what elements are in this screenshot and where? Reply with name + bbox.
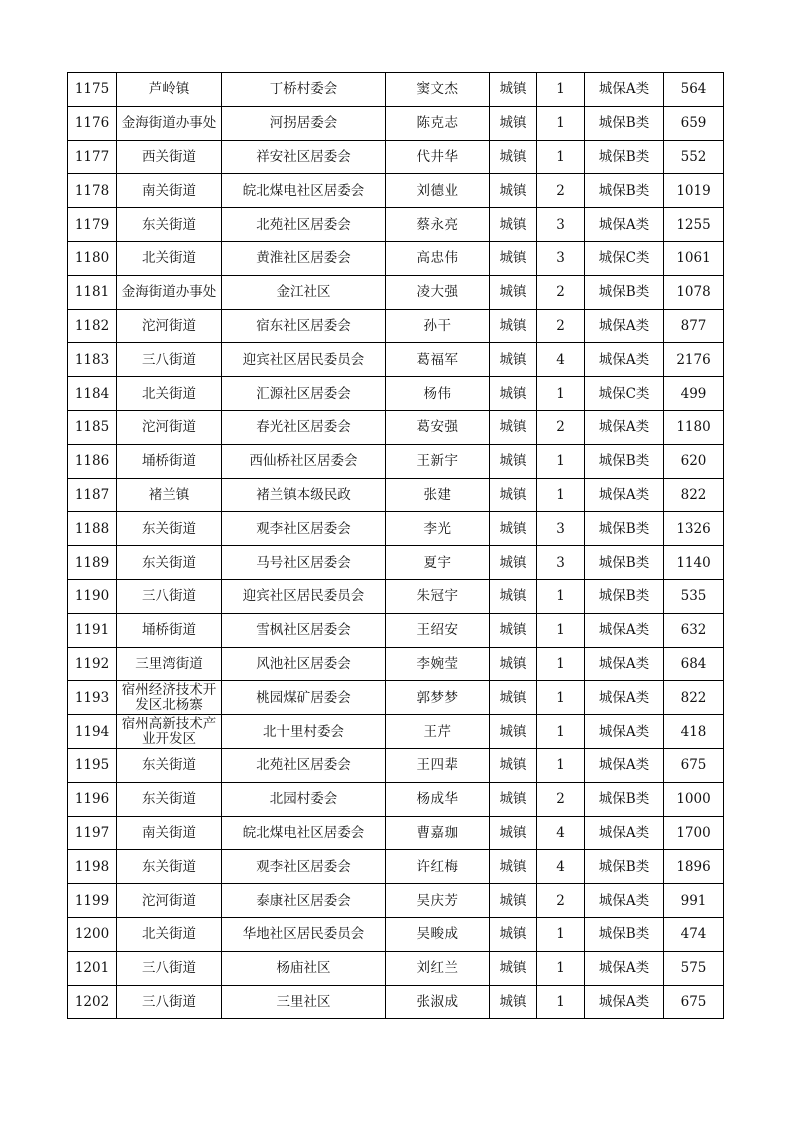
- person-name-cell: 王绍安: [386, 613, 490, 647]
- amount-cell: 1326: [664, 512, 724, 546]
- table-row: [68, 782, 724, 816]
- table-row: [68, 410, 724, 444]
- person-name-cell: 李婉莹: [386, 647, 490, 681]
- amount-cell: 1000: [664, 782, 724, 816]
- area-type-cell: 城镇: [490, 208, 537, 242]
- category-cell: 城保B类: [585, 140, 664, 174]
- person-name-cell: 凌大强: [386, 275, 490, 309]
- street-cell: 沱河街道: [117, 309, 222, 343]
- household-count-cell: 2: [537, 884, 585, 918]
- household-count-cell: 3: [537, 546, 585, 580]
- household-count-cell: 3: [537, 208, 585, 242]
- street-cell: 南关街道: [117, 174, 222, 208]
- serial-number-cell: 1183: [68, 343, 117, 377]
- community-cell: 褚兰镇本级民政: [222, 478, 386, 512]
- person-name-cell: 王芹: [386, 715, 490, 749]
- person-name-cell: 郭梦梦: [386, 681, 490, 715]
- amount-cell: 822: [664, 681, 724, 715]
- table-row: [68, 275, 724, 309]
- person-name-cell: 许红梅: [386, 850, 490, 884]
- household-count-cell: 1: [537, 106, 585, 140]
- serial-number-cell: 1196: [68, 782, 117, 816]
- amount-cell: 575: [664, 951, 724, 985]
- records-table-body: [68, 73, 724, 1019]
- table-row: [68, 444, 724, 478]
- person-name-cell: 窦文杰: [386, 73, 490, 107]
- table-row: [68, 951, 724, 985]
- amount-cell: 632: [664, 613, 724, 647]
- category-cell: 城保A类: [585, 884, 664, 918]
- area-type-cell: 城镇: [490, 275, 537, 309]
- community-cell: 丁桥村委会: [222, 73, 386, 107]
- category-cell: 城保B类: [585, 917, 664, 951]
- table-row: [68, 681, 724, 715]
- table-row: [68, 377, 724, 411]
- household-count-cell: 4: [537, 343, 585, 377]
- category-cell: 城保C类: [585, 241, 664, 275]
- table-row: [68, 140, 724, 174]
- area-type-cell: 城镇: [490, 241, 537, 275]
- street-cell: 北关街道: [117, 241, 222, 275]
- community-cell: 迎宾社区居民委员会: [222, 343, 386, 377]
- street-cell: 东关街道: [117, 782, 222, 816]
- household-count-cell: 4: [537, 850, 585, 884]
- table-row: [68, 917, 724, 951]
- person-name-cell: 朱冠宇: [386, 579, 490, 613]
- table-row: [68, 715, 724, 749]
- category-cell: 城保B类: [585, 106, 664, 140]
- household-count-cell: 1: [537, 985, 585, 1019]
- category-cell: 城保A类: [585, 613, 664, 647]
- amount-cell: 659: [664, 106, 724, 140]
- area-type-cell: 城镇: [490, 73, 537, 107]
- table-row: [68, 546, 724, 580]
- category-cell: 城保A类: [585, 410, 664, 444]
- person-name-cell: 吴畯成: [386, 917, 490, 951]
- amount-cell: 1896: [664, 850, 724, 884]
- area-type-cell: 城镇: [490, 343, 537, 377]
- serial-number-cell: 1175: [68, 73, 117, 107]
- amount-cell: 418: [664, 715, 724, 749]
- serial-number-cell: 1182: [68, 309, 117, 343]
- person-name-cell: 张淑成: [386, 985, 490, 1019]
- table-row: [68, 512, 724, 546]
- category-cell: 城保B类: [585, 782, 664, 816]
- person-name-cell: 杨伟: [386, 377, 490, 411]
- household-count-cell: 2: [537, 275, 585, 309]
- area-type-cell: 城镇: [490, 613, 537, 647]
- table-row: [68, 647, 724, 681]
- person-name-cell: 孙干: [386, 309, 490, 343]
- table-row: [68, 579, 724, 613]
- community-cell: 皖北煤电社区居委会: [222, 816, 386, 850]
- amount-cell: 620: [664, 444, 724, 478]
- street-cell: 褚兰镇: [117, 478, 222, 512]
- area-type-cell: 城镇: [490, 546, 537, 580]
- household-count-cell: 1: [537, 748, 585, 782]
- street-cell: 南关街道: [117, 816, 222, 850]
- table-row: [68, 613, 724, 647]
- street-cell: 芦岭镇: [117, 73, 222, 107]
- table-row: [68, 73, 724, 107]
- household-count-cell: 2: [537, 309, 585, 343]
- serial-number-cell: 1188: [68, 512, 117, 546]
- category-cell: 城保A类: [585, 343, 664, 377]
- community-cell: 桃园煤矿居委会: [222, 681, 386, 715]
- table-row: [68, 850, 724, 884]
- category-cell: 城保B类: [585, 512, 664, 546]
- community-cell: 马号社区居委会: [222, 546, 386, 580]
- category-cell: 城保B类: [585, 275, 664, 309]
- amount-cell: 535: [664, 579, 724, 613]
- area-type-cell: 城镇: [490, 850, 537, 884]
- community-cell: 春光社区居委会: [222, 410, 386, 444]
- amount-cell: 474: [664, 917, 724, 951]
- category-cell: 城保A类: [585, 715, 664, 749]
- serial-number-cell: 1178: [68, 174, 117, 208]
- street-cell: 东关街道: [117, 512, 222, 546]
- serial-number-cell: 1179: [68, 208, 117, 242]
- street-cell: 东关街道: [117, 850, 222, 884]
- street-cell: 埇桥街道: [117, 613, 222, 647]
- table-row: [68, 309, 724, 343]
- area-type-cell: 城镇: [490, 512, 537, 546]
- serial-number-cell: 1181: [68, 275, 117, 309]
- amount-cell: 1078: [664, 275, 724, 309]
- household-count-cell: 1: [537, 647, 585, 681]
- area-type-cell: 城镇: [490, 985, 537, 1019]
- table-row: [68, 478, 724, 512]
- serial-number-cell: 1177: [68, 140, 117, 174]
- person-name-cell: 蔡永亮: [386, 208, 490, 242]
- category-cell: 城保A类: [585, 816, 664, 850]
- street-cell: 东关街道: [117, 546, 222, 580]
- community-cell: 北十里村委会: [222, 715, 386, 749]
- amount-cell: 684: [664, 647, 724, 681]
- street-cell: 三八街道: [117, 985, 222, 1019]
- category-cell: 城保A类: [585, 748, 664, 782]
- community-cell: 风池社区居委会: [222, 647, 386, 681]
- community-cell: 北苑社区居委会: [222, 748, 386, 782]
- serial-number-cell: 1191: [68, 613, 117, 647]
- area-type-cell: 城镇: [490, 106, 537, 140]
- household-count-cell: 2: [537, 782, 585, 816]
- area-type-cell: 城镇: [490, 174, 537, 208]
- community-cell: 北园村委会: [222, 782, 386, 816]
- person-name-cell: 曹嘉珈: [386, 816, 490, 850]
- street-cell: 西关街道: [117, 140, 222, 174]
- amount-cell: 499: [664, 377, 724, 411]
- category-cell: 城保A类: [585, 478, 664, 512]
- street-cell: 宿州经济技术开发区北杨寨: [117, 681, 222, 715]
- serial-number-cell: 1198: [68, 850, 117, 884]
- table-row: [68, 241, 724, 275]
- category-cell: 城保A类: [585, 681, 664, 715]
- area-type-cell: 城镇: [490, 140, 537, 174]
- amount-cell: 1255: [664, 208, 724, 242]
- serial-number-cell: 1199: [68, 884, 117, 918]
- amount-cell: 1019: [664, 174, 724, 208]
- amount-cell: 675: [664, 748, 724, 782]
- serial-number-cell: 1197: [68, 816, 117, 850]
- community-cell: 宿东社区居委会: [222, 309, 386, 343]
- street-cell: 沱河街道: [117, 884, 222, 918]
- category-cell: 城保A类: [585, 647, 664, 681]
- area-type-cell: 城镇: [490, 579, 537, 613]
- area-type-cell: 城镇: [490, 377, 537, 411]
- serial-number-cell: 1190: [68, 579, 117, 613]
- household-count-cell: 1: [537, 579, 585, 613]
- category-cell: 城保B类: [585, 546, 664, 580]
- person-name-cell: 张建: [386, 478, 490, 512]
- household-count-cell: 1: [537, 681, 585, 715]
- area-type-cell: 城镇: [490, 309, 537, 343]
- serial-number-cell: 1180: [68, 241, 117, 275]
- amount-cell: 1180: [664, 410, 724, 444]
- street-cell: 三八街道: [117, 343, 222, 377]
- area-type-cell: 城镇: [490, 782, 537, 816]
- category-cell: 城保B类: [585, 174, 664, 208]
- household-count-cell: 2: [537, 410, 585, 444]
- community-cell: 西仙桥社区居委会: [222, 444, 386, 478]
- community-cell: 皖北煤电社区居委会: [222, 174, 386, 208]
- street-cell: 宿州高新技术产业开发区: [117, 715, 222, 749]
- serial-number-cell: 1201: [68, 951, 117, 985]
- community-cell: 迎宾社区居民委员会: [222, 579, 386, 613]
- community-cell: 观李社区居委会: [222, 850, 386, 884]
- street-cell: 埇桥街道: [117, 444, 222, 478]
- community-cell: 河拐居委会: [222, 106, 386, 140]
- person-name-cell: 刘德业: [386, 174, 490, 208]
- amount-cell: 877: [664, 309, 724, 343]
- household-count-cell: 1: [537, 444, 585, 478]
- records-table: [67, 72, 724, 1019]
- street-cell: 北关街道: [117, 917, 222, 951]
- area-type-cell: 城镇: [490, 748, 537, 782]
- community-cell: 汇源社区居委会: [222, 377, 386, 411]
- community-cell: 雪枫社区居委会: [222, 613, 386, 647]
- serial-number-cell: 1176: [68, 106, 117, 140]
- community-cell: 三里社区: [222, 985, 386, 1019]
- category-cell: 城保B类: [585, 579, 664, 613]
- serial-number-cell: 1192: [68, 647, 117, 681]
- community-cell: 北苑社区居委会: [222, 208, 386, 242]
- serial-number-cell: 1187: [68, 478, 117, 512]
- person-name-cell: 王新宇: [386, 444, 490, 478]
- person-name-cell: 陈克志: [386, 106, 490, 140]
- table-row: [68, 343, 724, 377]
- person-name-cell: 杨成华: [386, 782, 490, 816]
- community-cell: 华地社区居民委员会: [222, 917, 386, 951]
- person-name-cell: 夏宇: [386, 546, 490, 580]
- category-cell: 城保A类: [585, 951, 664, 985]
- community-cell: 观李社区居委会: [222, 512, 386, 546]
- amount-cell: 564: [664, 73, 724, 107]
- street-cell: 金海街道办事处: [117, 106, 222, 140]
- person-name-cell: 吴庆芳: [386, 884, 490, 918]
- serial-number-cell: 1200: [68, 917, 117, 951]
- amount-cell: 1140: [664, 546, 724, 580]
- category-cell: 城保A类: [585, 208, 664, 242]
- table-row: [68, 884, 724, 918]
- category-cell: 城保A类: [585, 309, 664, 343]
- household-count-cell: 4: [537, 816, 585, 850]
- household-count-cell: 2: [537, 174, 585, 208]
- area-type-cell: 城镇: [490, 917, 537, 951]
- person-name-cell: 王四辈: [386, 748, 490, 782]
- table-row: [68, 208, 724, 242]
- amount-cell: 675: [664, 985, 724, 1019]
- serial-number-cell: 1193: [68, 681, 117, 715]
- household-count-cell: 1: [537, 73, 585, 107]
- community-cell: 杨庙社区: [222, 951, 386, 985]
- serial-number-cell: 1194: [68, 715, 117, 749]
- street-cell: 沱河街道: [117, 410, 222, 444]
- street-cell: 三八街道: [117, 579, 222, 613]
- category-cell: 城保C类: [585, 377, 664, 411]
- household-count-cell: 1: [537, 917, 585, 951]
- table-row: [68, 748, 724, 782]
- household-count-cell: 3: [537, 512, 585, 546]
- amount-cell: 991: [664, 884, 724, 918]
- street-cell: 三里湾街道: [117, 647, 222, 681]
- serial-number-cell: 1202: [68, 985, 117, 1019]
- category-cell: 城保A类: [585, 73, 664, 107]
- street-cell: 金海街道办事处: [117, 275, 222, 309]
- area-type-cell: 城镇: [490, 884, 537, 918]
- serial-number-cell: 1184: [68, 377, 117, 411]
- table-row: [68, 174, 724, 208]
- community-cell: 祥安社区居委会: [222, 140, 386, 174]
- category-cell: 城保B类: [585, 444, 664, 478]
- person-name-cell: 李光: [386, 512, 490, 546]
- serial-number-cell: 1186: [68, 444, 117, 478]
- community-cell: 泰康社区居委会: [222, 884, 386, 918]
- area-type-cell: 城镇: [490, 816, 537, 850]
- person-name-cell: 葛福军: [386, 343, 490, 377]
- area-type-cell: 城镇: [490, 647, 537, 681]
- street-cell: 三八街道: [117, 951, 222, 985]
- serial-number-cell: 1195: [68, 748, 117, 782]
- street-cell: 东关街道: [117, 748, 222, 782]
- person-name-cell: 代井华: [386, 140, 490, 174]
- household-count-cell: 1: [537, 951, 585, 985]
- serial-number-cell: 1189: [68, 546, 117, 580]
- area-type-cell: 城镇: [490, 681, 537, 715]
- serial-number-cell: 1185: [68, 410, 117, 444]
- person-name-cell: 高忠伟: [386, 241, 490, 275]
- area-type-cell: 城镇: [490, 478, 537, 512]
- community-cell: 金江社区: [222, 275, 386, 309]
- household-count-cell: 1: [537, 377, 585, 411]
- area-type-cell: 城镇: [490, 410, 537, 444]
- amount-cell: 2176: [664, 343, 724, 377]
- household-count-cell: 3: [537, 241, 585, 275]
- area-type-cell: 城镇: [490, 951, 537, 985]
- area-type-cell: 城镇: [490, 715, 537, 749]
- person-name-cell: 葛安强: [386, 410, 490, 444]
- category-cell: 城保A类: [585, 985, 664, 1019]
- amount-cell: 822: [664, 478, 724, 512]
- amount-cell: 1061: [664, 241, 724, 275]
- household-count-cell: 1: [537, 478, 585, 512]
- household-count-cell: 1: [537, 613, 585, 647]
- person-name-cell: 刘红兰: [386, 951, 490, 985]
- table-row: [68, 816, 724, 850]
- street-cell: 北关街道: [117, 377, 222, 411]
- household-count-cell: 1: [537, 140, 585, 174]
- table-row: [68, 106, 724, 140]
- area-type-cell: 城镇: [490, 444, 537, 478]
- street-cell: 东关街道: [117, 208, 222, 242]
- amount-cell: 1700: [664, 816, 724, 850]
- community-cell: 黄淮社区居委会: [222, 241, 386, 275]
- amount-cell: 552: [664, 140, 724, 174]
- category-cell: 城保B类: [585, 850, 664, 884]
- household-count-cell: 1: [537, 715, 585, 749]
- table-row: [68, 985, 724, 1019]
